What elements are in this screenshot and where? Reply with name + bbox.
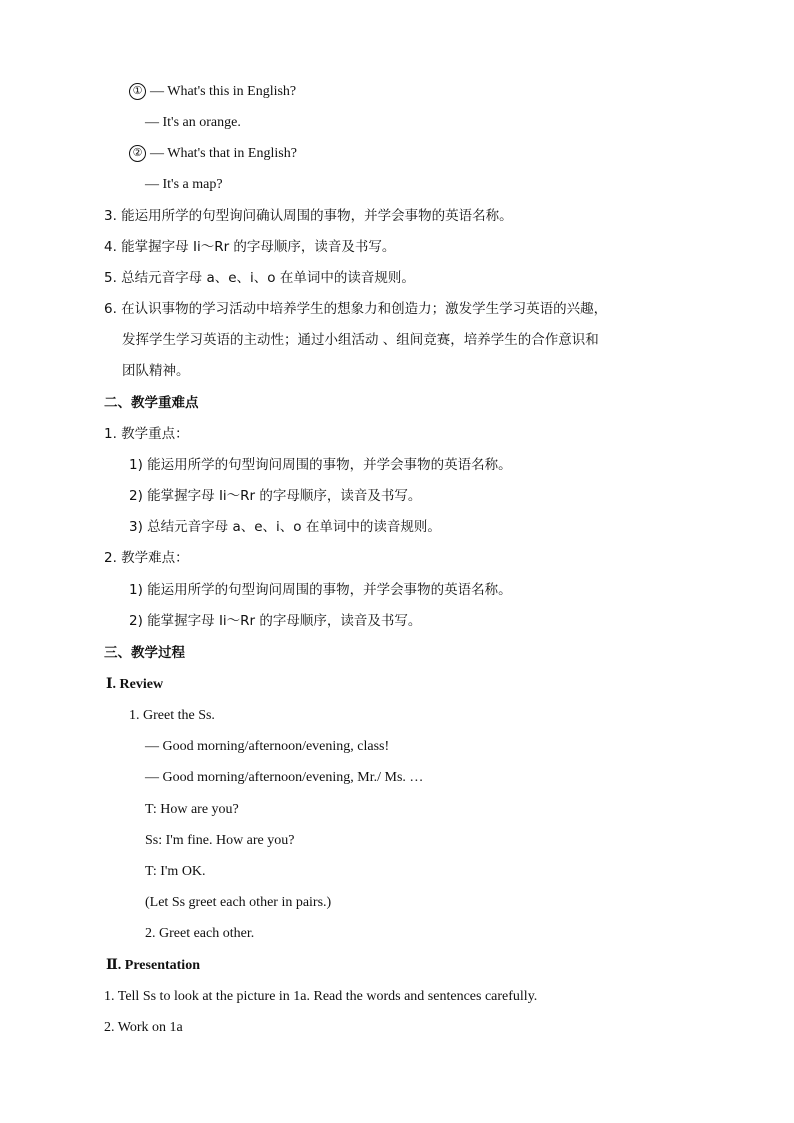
dialogue-teacher-2: T: I'm OK. xyxy=(145,864,206,879)
dialogue-line-1: ① — What's this in English? xyxy=(129,82,296,102)
circled-number-2: ② xyxy=(129,145,146,162)
objective-6-cont-1: 发挥学生学习英语的主动性；通过小组活动 、组间竞赛，培养学生的合作意识和 xyxy=(122,332,599,348)
presentation-step-1: 1. Tell Ss to look at the picture in 1a. Read the words and sentences carefully. xyxy=(104,989,538,1004)
presentation-heading: Ⅱ. Presentation xyxy=(106,958,200,973)
key-points-heading: 1. 教学重点： xyxy=(104,426,189,442)
difficulty-heading: 2. 教学难点： xyxy=(104,550,189,566)
presentation-step-2: 2. Work on 1a xyxy=(104,1020,183,1035)
section-heading-2: 二、教学重难点 xyxy=(104,395,199,411)
key-point-1: 1) 能运用所学的句型询问周围的事物，并学会事物的英语名称。 xyxy=(129,457,512,473)
dialogue-students: Ss: I'm fine. How are you? xyxy=(145,833,295,848)
review-step-1: 1. Greet the Ss. xyxy=(129,708,215,723)
review-step-2: 2. Greet each other. xyxy=(145,926,255,941)
key-point-2: 2) 能掌握字母 Ii～Rr 的字母顺序，读音及书写。 xyxy=(129,488,422,504)
circled-number-1: ① xyxy=(129,83,146,100)
greeting-line-1: — Good morning/afternoon/evening, class! xyxy=(145,739,390,754)
review-heading: Ⅰ. Review xyxy=(106,677,164,692)
objective-6: 6. 在认识事物的学习活动中培养学生的想象力和创造力；激发学生学习英语的兴趣， xyxy=(104,301,608,317)
dialogue-line-2: — It's an orange. xyxy=(145,115,241,130)
dialogue-line-3: ② — What's that in English? xyxy=(129,144,297,164)
objective-3: 3. 能运用所学的句型询问确认周围的事物，并学会事物的英语名称。 xyxy=(104,208,513,224)
difficulty-2: 2) 能掌握字母 Ii～Rr 的字母顺序，读音及书写。 xyxy=(129,613,422,629)
key-point-3: 3) 总结元音字母 a、e、i、o 在单词中的读音规则。 xyxy=(129,519,441,535)
greeting-line-2: — Good morning/afternoon/evening, Mr./ Ms. … xyxy=(145,770,424,785)
dialogue-teacher-1: T: How are you? xyxy=(145,802,239,817)
objective-4: 4. 能掌握字母 Ii～Rr 的字母顺序，读音及书写。 xyxy=(104,239,396,255)
section-heading-3: 三、教学过程 xyxy=(104,645,185,661)
dialogue-line-4: — It's a map? xyxy=(145,177,223,192)
objective-6-cont-2: 团队精神。 xyxy=(122,363,190,379)
pair-instruction: (Let Ss greet each other in pairs.) xyxy=(145,895,332,910)
difficulty-1: 1) 能运用所学的句型询问周围的事物，并学会事物的英语名称。 xyxy=(129,582,512,598)
objective-5: 5. 总结元音字母 a、e、i、o 在单词中的读音规则。 xyxy=(104,270,415,286)
